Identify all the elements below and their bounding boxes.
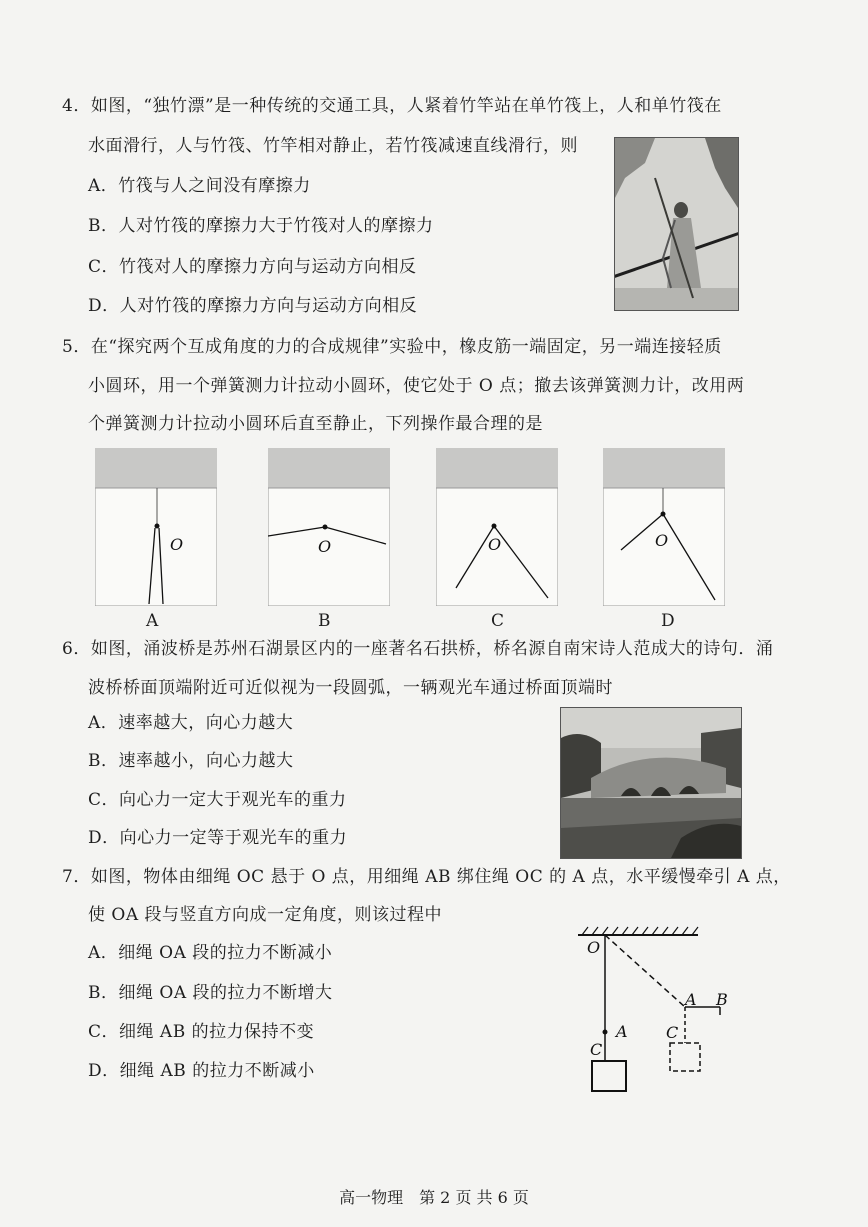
- q6-stem-line2: 波桥桥面顶端附近可近似视为一段圆弧，一辆观光车通过桥面顶端时: [88, 678, 613, 698]
- q5-a-point-o: O: [170, 535, 184, 554]
- q5-stem-line2: 小圆环，用一个弹簧测力计拉动小圆环，使它处于 O 点；撤去该弹簧测力计，改用两: [88, 376, 745, 396]
- q7-stem-line2: 使 OA 段与竖直方向成一定角度，则该过程中: [88, 905, 443, 925]
- q7-option-c: C．细绳 AB 的拉力保持不变: [88, 1022, 315, 1042]
- q6-option-a: A．速率越大，向心力越大: [88, 713, 294, 733]
- q4-stem-line1: 4．如图，“独竹漂”是一种传统的交通工具，人紧着竹竿站在单竹筏上，人和单竹筏在: [62, 96, 722, 116]
- q5-label-c: C: [491, 611, 505, 631]
- q6-option-d: D．向心力一定等于观光车的重力: [88, 828, 348, 848]
- q4-option-b: B．人对竹筏的摩擦力大于竹筏对人的摩擦力: [88, 216, 434, 236]
- q5-d-point-o: O: [655, 531, 669, 550]
- q5-stem-line1: 5．在“探究两个互成角度的力的合成规律”实验中，橡皮筋一端固定，另一端连接轻质: [62, 337, 722, 357]
- q7-label-b: B: [716, 990, 728, 1009]
- q5-c-point-o: O: [488, 535, 502, 554]
- q7-label-c-displaced: C: [666, 1023, 679, 1042]
- q5-b-point-o: O: [318, 537, 332, 556]
- q7-option-d: D．细绳 AB 的拉力不断减小: [88, 1061, 315, 1081]
- q5-figure-b: [268, 448, 390, 606]
- q5-figure-a: [95, 448, 217, 606]
- q5-figure-d: [603, 448, 725, 606]
- q7-label-a-vertical: A: [616, 1022, 628, 1041]
- q7-option-b: B．细绳 OA 段的拉力不断增大: [88, 983, 333, 1003]
- q6-stem-line1: 6．如图，涌波桥是苏州石湖景区内的一座著名石拱桥，桥名源自南宋诗人范成大的诗句．涌: [62, 639, 774, 659]
- q4-stem-line2: 水面滑行，人与竹筏、竹竿相对静止，若竹筏减速直线滑行，则: [88, 136, 578, 156]
- q4-option-a: A．竹筏与人之间没有摩擦力: [88, 176, 311, 196]
- q7-label-o: O: [587, 938, 601, 957]
- stone-arch-bridge-photo: [560, 707, 742, 859]
- q6-option-c: C．向心力一定大于观光车的重力: [88, 790, 347, 810]
- bamboo-rafting-photo: [614, 137, 739, 311]
- q5-label-d: D: [661, 611, 675, 631]
- q5-label-b: B: [318, 611, 331, 631]
- q7-option-a: A．细绳 OA 段的拉力不断减小: [88, 943, 333, 963]
- q5-label-a: A: [146, 611, 159, 631]
- q6-option-b: B．速率越小，向心力越大: [88, 751, 294, 771]
- q5-stem-line3: 个弹簧测力计拉动小圆环后直至静止，下列操作最合理的是: [88, 414, 543, 434]
- q7-label-a-displaced: A: [685, 990, 697, 1009]
- q7-label-c-vertical: C: [590, 1040, 603, 1059]
- q4-option-d: D．人对竹筏的摩擦力方向与运动方向相反: [88, 296, 418, 316]
- q4-option-c: C．竹筏对人的摩擦力方向与运动方向相反: [88, 257, 417, 277]
- q5-figure-c: [436, 448, 558, 606]
- q7-stem-line1: 7．如图，物体由细绳 OC 悬于 O 点，用细绳 AB 绑住绳 OC 的 A 点，水平缓慢牵引 A 点，: [62, 867, 791, 887]
- page-footer: 高一物理 第 2 页 共 6 页: [339, 1188, 529, 1207]
- q7-rope-diagram: [570, 925, 750, 1095]
